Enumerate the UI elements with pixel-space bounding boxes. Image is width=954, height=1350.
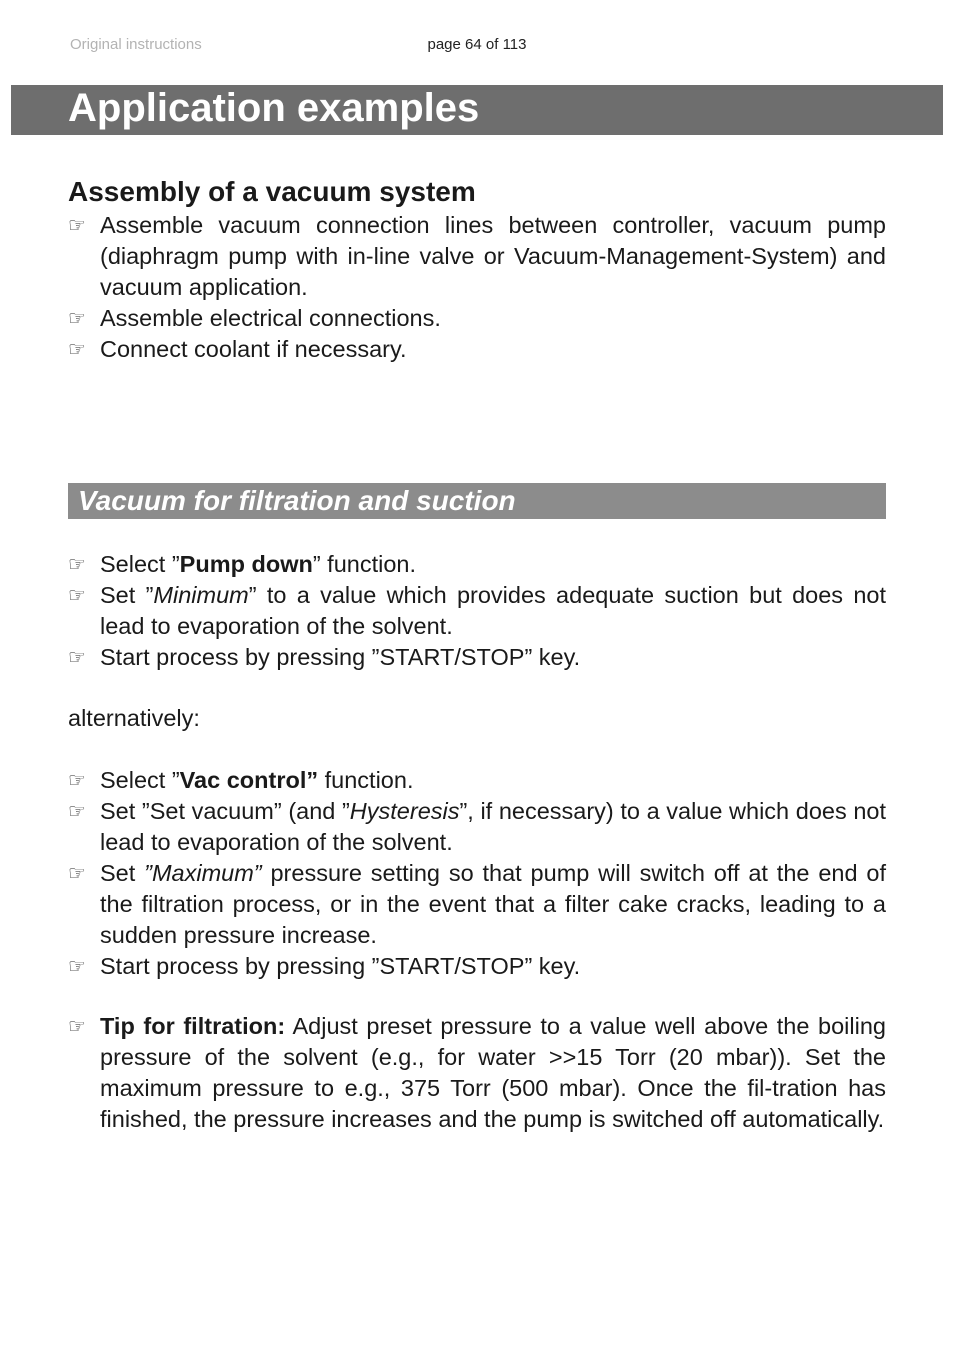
pointing-hand-icon: ☞ [68, 213, 86, 237]
list-item: ☞ Assemble vacuum connection lines between controller, vacuum pump (diaphragm pump with in-line valve or Vacuum-Management-System) and vacuum application. [68, 212, 886, 300]
list-item: ☞ Set ”Maximum” pressure setting so that pump will switch off at the end of the filtration process, or in the event that a filter cake cracks, leading to a sudden pressure increase. [68, 860, 886, 948]
running-header-left: Original instructions [70, 36, 202, 53]
pump-down-list [68, 549, 886, 673]
pointing-hand-icon: ☞ [68, 768, 86, 792]
tip-list [68, 1011, 886, 1135]
alternatively-label: alternatively: [68, 705, 200, 731]
assembly-list [68, 210, 886, 365]
section-band [68, 483, 886, 519]
pointing-hand-icon: ☞ [68, 954, 86, 978]
list-item: ☞ Select ”Vac control” function. [68, 765, 886, 796]
pointing-hand-icon: ☞ [68, 552, 86, 576]
pointing-hand-icon: ☞ [68, 1014, 86, 1038]
page-title: Application examples [68, 86, 480, 130]
section-heading: Vacuum for filtration and suction [78, 485, 516, 516]
title-band [11, 85, 943, 135]
pointing-hand-icon: ☞ [68, 337, 86, 361]
list-item: ☞ Assemble electrical connections. [68, 303, 886, 334]
vac-control-list [68, 765, 886, 982]
tip-label: Tip for filtration: [100, 1013, 286, 1039]
page-number: page 64 of 113 [427, 36, 527, 53]
list-item: ☞ Set ”Minimum” to a value which provides adequate suction but does not lead to evaporation of the solvent. [68, 582, 887, 639]
pointing-hand-icon: ☞ [68, 583, 86, 607]
list-item: ☞ Set ”Set vacuum” (and ”Hysteresis”, if necessary) to a value which does not lead to evaporation of the solvent. [68, 798, 886, 855]
list-item: ☞ Start process by pressing ”START/STOP” key. [68, 642, 886, 673]
pointing-hand-icon: ☞ [68, 645, 86, 669]
list-item: ☞ Connect coolant if necessary. [68, 334, 886, 365]
list-item: ☞ Select ”Pump down” function. [68, 549, 886, 580]
pointing-hand-icon: ☞ [68, 861, 86, 885]
pointing-hand-icon: ☞ [68, 799, 86, 823]
list-item: ☞ Start process by pressing ”START/STOP” key. [68, 951, 886, 982]
pointing-hand-icon: ☞ [68, 306, 86, 330]
tip-item: ☞ Tip for filtration: Adjust preset pressure to a value well above the boiling pressure of the solvent (e.g., for water >>15 Torr (20 mbar)). Set the maximum pressure to e.g., 375 Torr (500 mbar). Once the fil-tration has finished, the pressure increases and the pump is switched off automatically. [68, 1013, 886, 1132]
assembly-heading: Assembly of a vacuum system [68, 176, 476, 207]
